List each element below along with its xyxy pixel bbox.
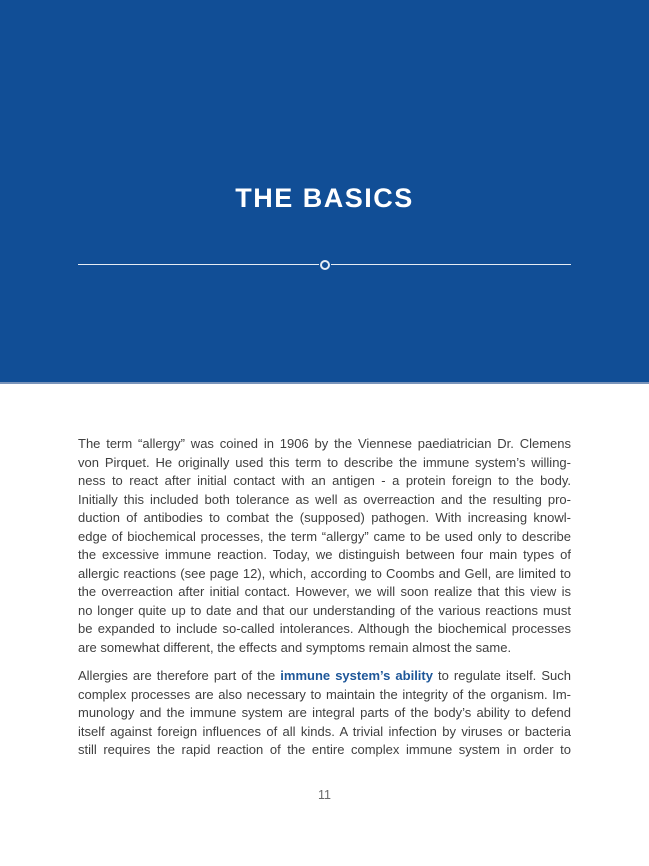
text-line: von Pirquet. He originally used this term to describe the immune system’s willing- <box>78 454 571 470</box>
paragraph-2 <box>78 667 571 760</box>
text-line: the excessive immune reaction. Today, we distinguish between four main types of <box>78 547 571 562</box>
text-line: the overreaction after initial contact. However, we will soon realize that this view is <box>78 584 571 599</box>
text-line: are somewhat different, the effects and symptoms remain almost the same. <box>78 639 512 655</box>
text-line: be expanded to include so-called intolerances. Although the biochemical processes <box>78 621 571 636</box>
text-line: complex processes are also necessary to maintain the integrity of the organism. Im- <box>78 686 571 702</box>
chapter-header <box>0 0 649 384</box>
text-segment: to regulate itself. Such <box>432 668 571 683</box>
text-line: edge of biochemical processes, the term “allergy” came to be used only to describe <box>78 528 571 544</box>
divider-circle-ornament <box>320 260 330 270</box>
divider-line-left <box>78 264 319 266</box>
text-line: munology and the immune system are integral parts of the body’s ability to defend <box>78 705 571 720</box>
chapter-title: THE BASICS <box>235 183 414 213</box>
text-line: Initially this included both tolerance as well as overreaction and the resulting pro- <box>78 491 571 507</box>
text-line <box>78 667 571 686</box>
text-segment: Allergies are therefore part of the <box>78 668 281 683</box>
text-line: still requires the rapid reaction of the entire complex immune system in order to <box>78 742 571 757</box>
page-footer <box>0 786 649 804</box>
page-body <box>78 435 571 760</box>
text-line: itself against foreign influences of all kinds. A trivial infection by viruses or bacteria <box>78 723 571 739</box>
text-line: no longer quite up to date and that our understanding of the various reactions must <box>78 602 571 618</box>
text-line: ness to react after initial contact with an antigen - a protein foreign to the body. <box>78 473 571 488</box>
text-line: The term “allergy” was coined in 1906 by the Viennese paediatrician Dr. Clemens <box>78 436 571 451</box>
chapter-divider <box>78 257 571 272</box>
divider-line-right <box>331 264 572 266</box>
text-line: duction of antibodies to combat the (supposed) pathogen. With increasing knowl- <box>78 510 571 525</box>
text-line: allergic reactions (see page 12), which, according to Coombs and Gell, are limited to <box>78 565 571 581</box>
paragraph-1 <box>78 435 571 657</box>
immune-system-ability-link[interactable]: immune system’s ability <box>280 668 433 683</box>
page-number: 11 <box>318 788 331 802</box>
